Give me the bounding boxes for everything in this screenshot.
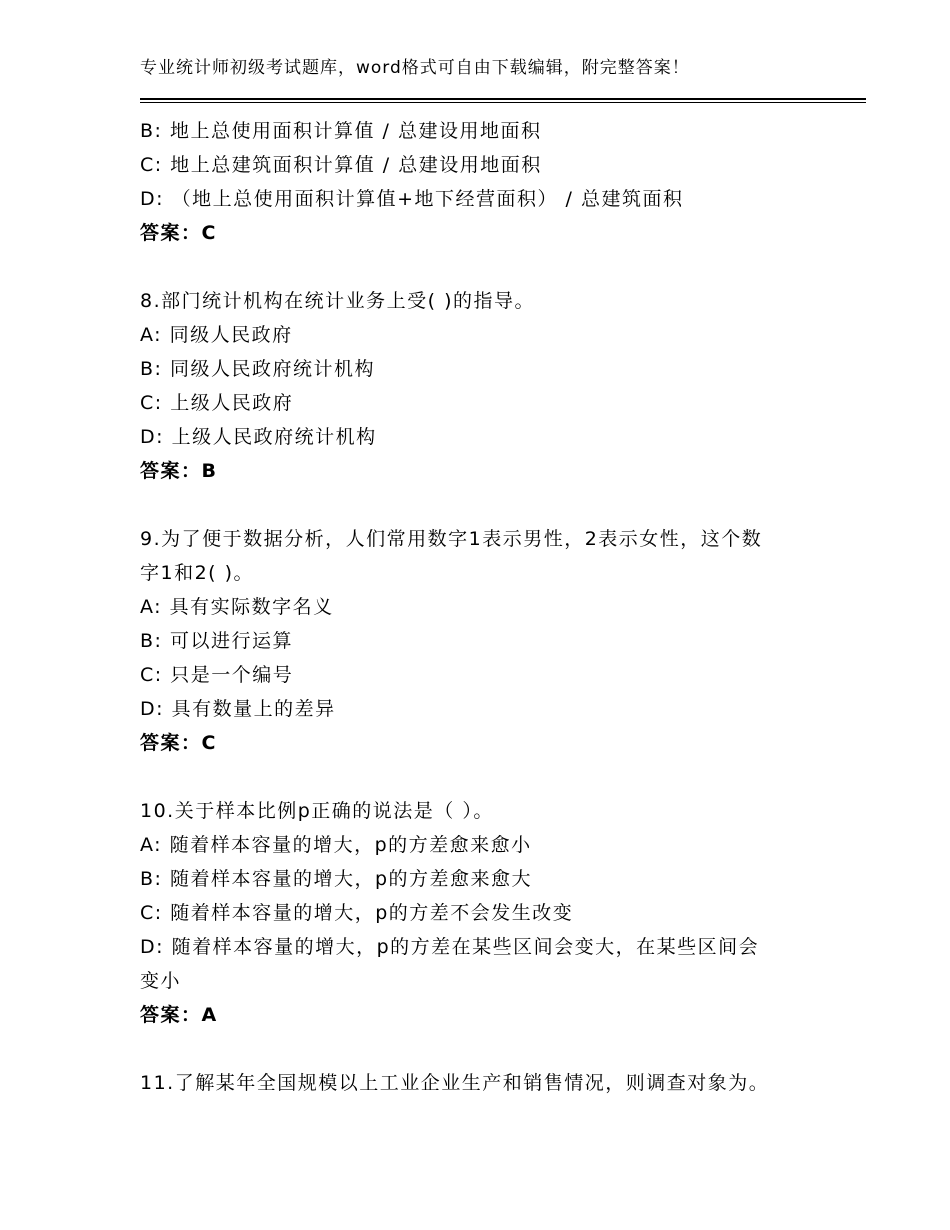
- option-b: B: 随着样本容量的增大，p的方差愈来愈大: [140, 868, 533, 890]
- option-b: B: 可以进行运算: [140, 630, 293, 652]
- question-list: [140, 114, 820, 1100]
- option-d: D: 具有数量上的差异: [140, 698, 336, 720]
- header-rule-thick: [140, 98, 866, 100]
- question-stem-line-2: 字1和2( )。: [140, 562, 255, 584]
- question-stem-line-1: 9.为了便于数据分析，人们常用数字1表示男性，2表示女性，这个数: [140, 528, 763, 550]
- answer: 答案：C: [140, 732, 217, 754]
- question-stem: 10.关于样本比例p正确的说法是（ ）。: [140, 800, 494, 822]
- page-header: 专业统计师初级考试题库，word格式可自由下载编辑，附完整答案！: [140, 58, 690, 78]
- option-c: C: 地上总建筑面积计算值 / 总建设用地面积: [140, 154, 542, 176]
- option-c: C: 随着样本容量的增大，p的方差不会发生改变: [140, 902, 574, 924]
- option-a: A: 随着样本容量的增大，p的方差愈来愈小: [140, 834, 532, 856]
- option-d-line-1: D: 随着样本容量的增大，p的方差在某些区间会变大，在某些区间会: [140, 936, 760, 958]
- spacer: [140, 760, 820, 794]
- option-a: A: 具有实际数字名义: [140, 596, 334, 618]
- answer: 答案：B: [140, 460, 218, 482]
- spacer: [140, 1032, 820, 1066]
- question-7-tail: [140, 114, 820, 250]
- option-b: B: 地上总使用面积计算值 / 总建设用地面积: [140, 120, 542, 142]
- option-c: C: 上级人民政府: [140, 392, 294, 414]
- answer: 答案：C: [140, 222, 217, 244]
- option-a: A: 同级人民政府: [140, 324, 293, 346]
- option-d: D: 上级人民政府统计机构: [140, 426, 377, 448]
- header-rule-thin: [140, 102, 866, 103]
- question-10: [140, 794, 820, 1032]
- spacer: [140, 250, 820, 284]
- question-stem: 8.部门统计机构在统计业务上受( )的指导。: [140, 290, 535, 312]
- question-8: [140, 284, 820, 488]
- question-11: [140, 1066, 820, 1100]
- option-d: D: （地上总使用面积计算值+地下经营面积） / 总建筑面积: [140, 188, 684, 210]
- option-c: C: 只是一个编号: [140, 664, 294, 686]
- option-d-line-2: 变小: [140, 970, 182, 992]
- question-stem: 11.了解某年全国规模以上工业企业生产和销售情况，则调查对象为。: [140, 1072, 770, 1094]
- spacer: [140, 488, 820, 522]
- question-9: [140, 522, 820, 760]
- answer: 答案：A: [140, 1004, 218, 1026]
- option-b: B: 同级人民政府统计机构: [140, 358, 375, 380]
